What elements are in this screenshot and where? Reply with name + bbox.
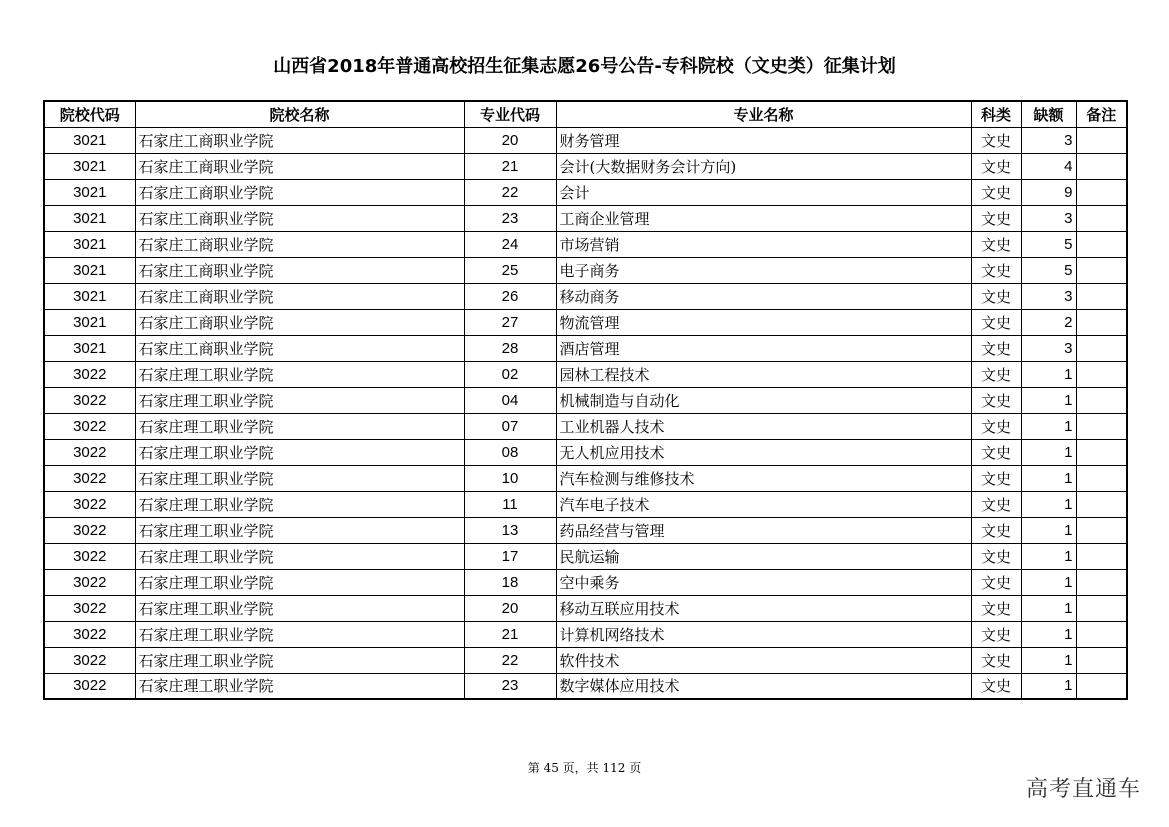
table-row (44, 543, 1127, 569)
cell-category: 文史 (971, 647, 1021, 673)
cell-remarks (1076, 335, 1127, 361)
table-row (44, 309, 1127, 335)
cell-vacancies: 5 (1021, 257, 1076, 283)
cell-category: 文史 (971, 569, 1021, 595)
cell-major-code: 11 (464, 491, 556, 517)
cell-school-code: 3021 (44, 205, 135, 231)
table-row (44, 621, 1127, 647)
cell-major-code: 21 (464, 621, 556, 647)
cell-school-name: 石家庄理工职业学院 (135, 543, 464, 569)
cell-school-code: 3022 (44, 517, 135, 543)
cell-major-code: 22 (464, 179, 556, 205)
table-body (44, 127, 1127, 699)
column-header-vacancies: 缺额 (1021, 101, 1076, 127)
cell-major-name: 园林工程技术 (556, 361, 971, 387)
cell-vacancies: 1 (1021, 439, 1076, 465)
table-row (44, 465, 1127, 491)
cell-school-code: 3021 (44, 153, 135, 179)
cell-school-code: 3022 (44, 543, 135, 569)
cell-school-code: 3021 (44, 179, 135, 205)
cell-school-name: 石家庄工商职业学院 (135, 335, 464, 361)
cell-school-code: 3022 (44, 439, 135, 465)
cell-major-name: 移动商务 (556, 283, 971, 309)
cell-category: 文史 (971, 127, 1021, 153)
cell-vacancies: 3 (1021, 127, 1076, 153)
cell-school-code: 3021 (44, 309, 135, 335)
cell-remarks (1076, 309, 1127, 335)
cell-remarks (1076, 543, 1127, 569)
cell-major-code: 20 (464, 127, 556, 153)
cell-school-name: 石家庄工商职业学院 (135, 127, 464, 153)
table-row (44, 673, 1127, 699)
cell-category: 文史 (971, 621, 1021, 647)
cell-school-name: 石家庄理工职业学院 (135, 569, 464, 595)
cell-vacancies: 1 (1021, 647, 1076, 673)
cell-category: 文史 (971, 361, 1021, 387)
cell-major-code: 08 (464, 439, 556, 465)
cell-school-code: 3022 (44, 595, 135, 621)
column-header-major-code: 专业代码 (464, 101, 556, 127)
table-row (44, 153, 1127, 179)
column-header-category: 科类 (971, 101, 1021, 127)
cell-major-code: 23 (464, 673, 556, 699)
cell-category: 文史 (971, 309, 1021, 335)
cell-major-name: 计算机网络技术 (556, 621, 971, 647)
cell-remarks (1076, 257, 1127, 283)
cell-school-code: 3022 (44, 621, 135, 647)
cell-category: 文史 (971, 387, 1021, 413)
table-row (44, 205, 1127, 231)
cell-vacancies: 1 (1021, 465, 1076, 491)
table-row (44, 361, 1127, 387)
cell-school-name: 石家庄理工职业学院 (135, 621, 464, 647)
cell-major-name: 电子商务 (556, 257, 971, 283)
table-row (44, 335, 1127, 361)
cell-major-code: 17 (464, 543, 556, 569)
column-header-school-name: 院校名称 (135, 101, 464, 127)
cell-category: 文史 (971, 231, 1021, 257)
cell-vacancies: 1 (1021, 361, 1076, 387)
cell-school-name: 石家庄工商职业学院 (135, 179, 464, 205)
table-row (44, 413, 1127, 439)
cell-school-code: 3021 (44, 257, 135, 283)
cell-school-name: 石家庄理工职业学院 (135, 465, 464, 491)
cell-remarks (1076, 153, 1127, 179)
cell-remarks (1076, 413, 1127, 439)
column-header-school-code: 院校代码 (44, 101, 135, 127)
cell-remarks (1076, 179, 1127, 205)
cell-remarks (1076, 231, 1127, 257)
cell-major-code: 20 (464, 595, 556, 621)
cell-school-code: 3022 (44, 491, 135, 517)
cell-vacancies: 1 (1021, 673, 1076, 699)
cell-vacancies: 1 (1021, 413, 1076, 439)
cell-vacancies: 3 (1021, 205, 1076, 231)
enrollment-plan-table (43, 100, 1128, 700)
cell-major-name: 机械制造与自动化 (556, 387, 971, 413)
cell-remarks (1076, 621, 1127, 647)
cell-major-code: 10 (464, 465, 556, 491)
page-title: 山西省2018年普通高校招生征集志愿26号公告-专科院校（文史类）征集计划 (273, 56, 896, 77)
cell-category: 文史 (971, 465, 1021, 491)
cell-school-name: 石家庄理工职业学院 (135, 673, 464, 699)
cell-school-name: 石家庄工商职业学院 (135, 283, 464, 309)
cell-remarks (1076, 361, 1127, 387)
table-row (44, 179, 1127, 205)
cell-major-code: 21 (464, 153, 556, 179)
cell-major-name: 药品经营与管理 (556, 517, 971, 543)
cell-school-name: 石家庄理工职业学院 (135, 595, 464, 621)
cell-major-code: 22 (464, 647, 556, 673)
cell-vacancies: 4 (1021, 153, 1076, 179)
cell-major-name: 无人机应用技术 (556, 439, 971, 465)
cell-vacancies: 9 (1021, 179, 1076, 205)
cell-vacancies: 2 (1021, 309, 1076, 335)
cell-category: 文史 (971, 517, 1021, 543)
table-row (44, 569, 1127, 595)
cell-vacancies: 5 (1021, 231, 1076, 257)
cell-category: 文史 (971, 439, 1021, 465)
cell-school-code: 3022 (44, 673, 135, 699)
cell-major-code: 28 (464, 335, 556, 361)
cell-school-code: 3022 (44, 647, 135, 673)
cell-remarks (1076, 205, 1127, 231)
cell-major-name: 汽车检测与维修技术 (556, 465, 971, 491)
cell-remarks (1076, 647, 1127, 673)
cell-school-name: 石家庄理工职业学院 (135, 439, 464, 465)
cell-major-name: 物流管理 (556, 309, 971, 335)
cell-major-code: 25 (464, 257, 556, 283)
cell-vacancies: 1 (1021, 569, 1076, 595)
column-header-major-name: 专业名称 (556, 101, 971, 127)
cell-major-name: 移动互联应用技术 (556, 595, 971, 621)
cell-major-name: 数字媒体应用技术 (556, 673, 971, 699)
cell-major-code: 07 (464, 413, 556, 439)
cell-remarks (1076, 439, 1127, 465)
table-row (44, 595, 1127, 621)
cell-category: 文史 (971, 673, 1021, 699)
cell-school-code: 3021 (44, 231, 135, 257)
cell-major-code: 24 (464, 231, 556, 257)
table-row (44, 647, 1127, 673)
cell-vacancies: 1 (1021, 491, 1076, 517)
cell-school-name: 石家庄理工职业学院 (135, 361, 464, 387)
cell-school-name: 石家庄理工职业学院 (135, 387, 464, 413)
cell-major-name: 工业机器人技术 (556, 413, 971, 439)
cell-school-name: 石家庄工商职业学院 (135, 231, 464, 257)
cell-school-code: 3022 (44, 569, 135, 595)
cell-school-code: 3021 (44, 127, 135, 153)
cell-major-code: 27 (464, 309, 556, 335)
cell-school-code: 3022 (44, 413, 135, 439)
cell-vacancies: 1 (1021, 543, 1076, 569)
cell-school-code: 3021 (44, 335, 135, 361)
cell-major-name: 市场营销 (556, 231, 971, 257)
cell-remarks (1076, 517, 1127, 543)
cell-remarks (1076, 465, 1127, 491)
table-row (44, 517, 1127, 543)
cell-remarks (1076, 569, 1127, 595)
cell-vacancies: 1 (1021, 517, 1076, 543)
cell-school-name: 石家庄工商职业学院 (135, 309, 464, 335)
table-row (44, 439, 1127, 465)
cell-major-code: 26 (464, 283, 556, 309)
cell-major-name: 软件技术 (556, 647, 971, 673)
cell-remarks (1076, 283, 1127, 309)
cell-category: 文史 (971, 595, 1021, 621)
watermark: 高考直通车 (1025, 777, 1141, 802)
cell-major-name: 工商企业管理 (556, 205, 971, 231)
cell-major-name: 汽车电子技术 (556, 491, 971, 517)
table-row (44, 127, 1127, 153)
cell-category: 文史 (971, 153, 1021, 179)
cell-vacancies: 3 (1021, 283, 1076, 309)
cell-vacancies: 3 (1021, 335, 1076, 361)
cell-category: 文史 (971, 205, 1021, 231)
cell-remarks (1076, 387, 1127, 413)
table-header-row (44, 101, 1127, 127)
cell-vacancies: 1 (1021, 387, 1076, 413)
column-header-remarks: 备注 (1076, 101, 1127, 127)
cell-major-code: 18 (464, 569, 556, 595)
cell-school-code: 3022 (44, 361, 135, 387)
table-row (44, 491, 1127, 517)
cell-vacancies: 1 (1021, 621, 1076, 647)
page-footer: 第 45 页，共 112 页 (527, 761, 642, 775)
cell-category: 文史 (971, 179, 1021, 205)
cell-major-code: 23 (464, 205, 556, 231)
table-row (44, 283, 1127, 309)
cell-major-name: 民航运输 (556, 543, 971, 569)
cell-category: 文史 (971, 335, 1021, 361)
cell-school-name: 石家庄理工职业学院 (135, 517, 464, 543)
table-row (44, 387, 1127, 413)
cell-major-name: 财务管理 (556, 127, 971, 153)
cell-category: 文史 (971, 257, 1021, 283)
cell-school-name: 石家庄理工职业学院 (135, 647, 464, 673)
cell-major-name: 酒店管理 (556, 335, 971, 361)
cell-major-code: 02 (464, 361, 556, 387)
table-row (44, 231, 1127, 257)
cell-school-code: 3022 (44, 387, 135, 413)
cell-remarks (1076, 491, 1127, 517)
cell-school-name: 石家庄理工职业学院 (135, 491, 464, 517)
cell-major-name: 空中乘务 (556, 569, 971, 595)
cell-major-name: 会计(大数据财务会计方向) (556, 153, 971, 179)
cell-remarks (1076, 127, 1127, 153)
cell-school-name: 石家庄工商职业学院 (135, 205, 464, 231)
cell-school-code: 3021 (44, 283, 135, 309)
cell-category: 文史 (971, 491, 1021, 517)
cell-major-code: 04 (464, 387, 556, 413)
cell-school-name: 石家庄理工职业学院 (135, 413, 464, 439)
cell-category: 文史 (971, 543, 1021, 569)
cell-school-name: 石家庄工商职业学院 (135, 257, 464, 283)
cell-school-code: 3022 (44, 465, 135, 491)
cell-category: 文史 (971, 413, 1021, 439)
cell-category: 文史 (971, 283, 1021, 309)
cell-remarks (1076, 595, 1127, 621)
cell-major-name: 会计 (556, 179, 971, 205)
table-row (44, 257, 1127, 283)
cell-school-name: 石家庄工商职业学院 (135, 153, 464, 179)
cell-major-code: 13 (464, 517, 556, 543)
cell-remarks (1076, 673, 1127, 699)
cell-vacancies: 1 (1021, 595, 1076, 621)
